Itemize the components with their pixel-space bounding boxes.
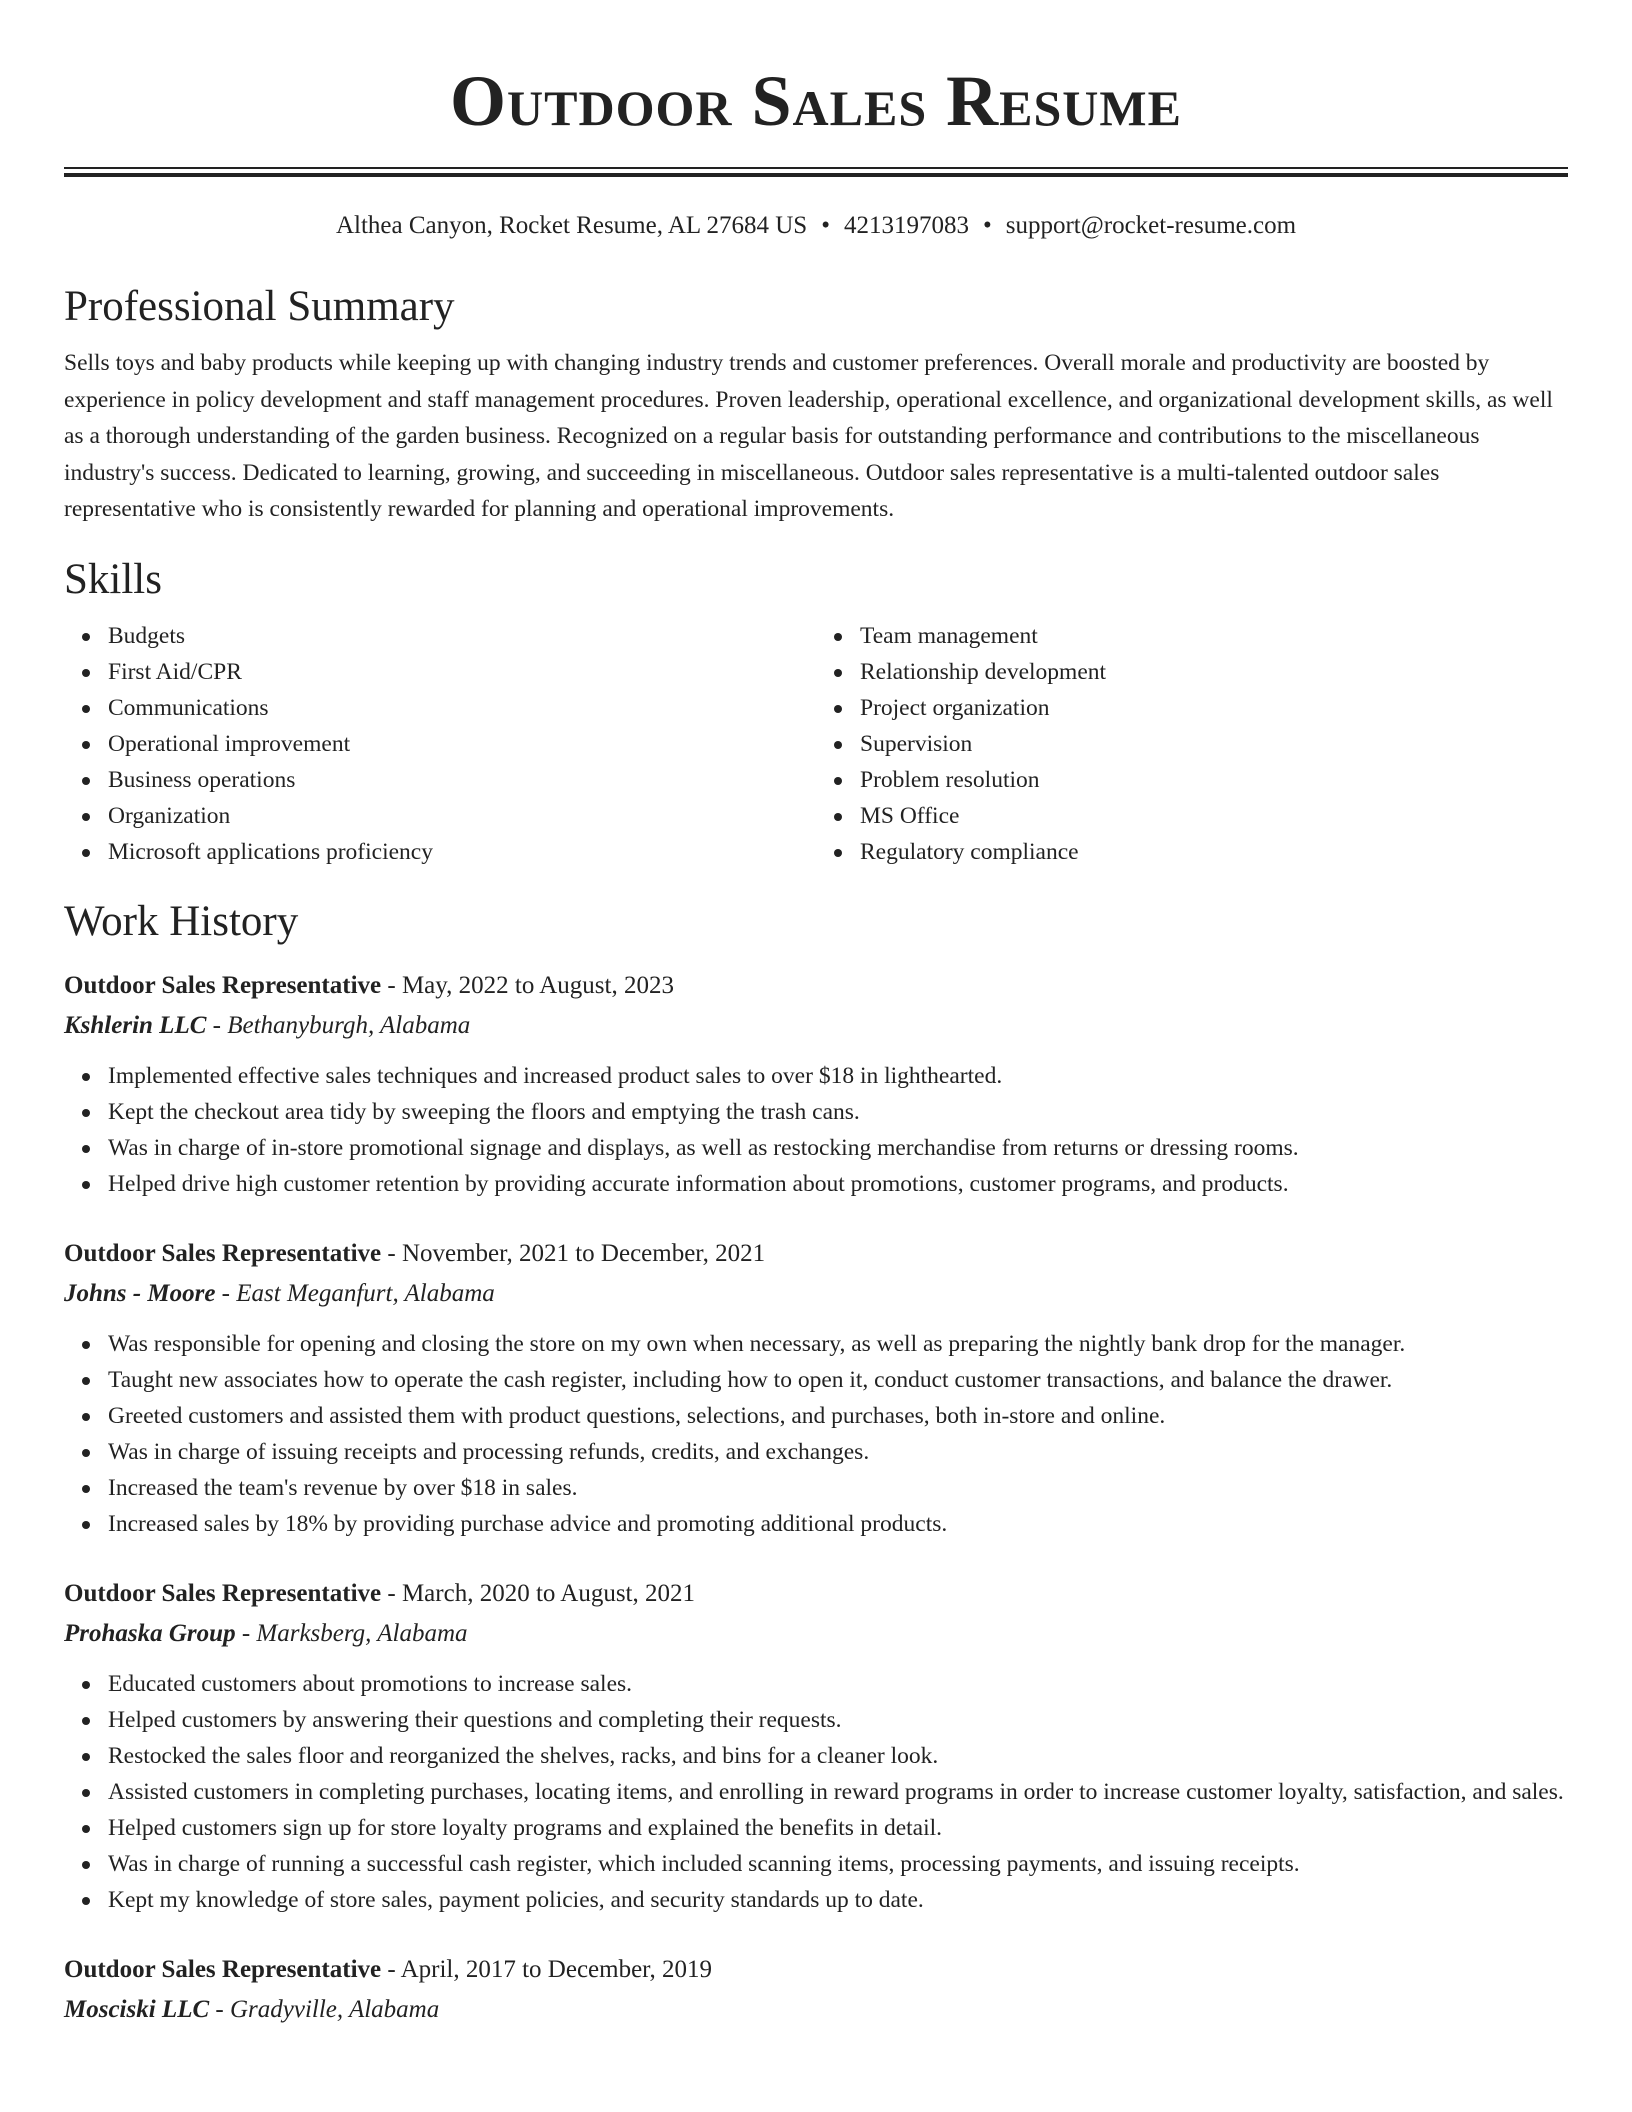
job-duties (64, 1326, 1568, 1542)
skill-item: First Aid/CPR (64, 654, 816, 690)
job-company: Kshlerin LLC (64, 1011, 207, 1039)
contact-separator: • (821, 212, 830, 239)
job-dates: - November, 2021 to December, 2021 (381, 1239, 766, 1267)
job-entry (64, 1574, 1568, 1918)
skill-item: Budgets (64, 618, 816, 654)
job-role: Outdoor Sales Representative (64, 1579, 382, 1607)
job-company: Johns - Moore (64, 1279, 216, 1307)
skill-item: Operational improvement (64, 726, 816, 762)
job-title-line (64, 1950, 1568, 1990)
skill-item: Supervision (816, 726, 1568, 762)
job-title-line (64, 966, 1568, 1006)
job-duty-item: Helped drive high customer retention by providing accurate information about promotions, customer programs, and products. (64, 1166, 1568, 1202)
job-company-line (64, 1274, 1568, 1314)
contact-line (64, 211, 1568, 241)
skill-item: Microsoft applications proficiency (64, 834, 816, 870)
resume-title: Outdoor Sales Resume (450, 61, 1182, 141)
job-duty-item: Implemented effective sales techniques and increased product sales to over $18 in lighthearted. (64, 1058, 1568, 1094)
job-location: - Bethanyburgh, Alabama (206, 1011, 471, 1039)
job-role: Outdoor Sales Representative (64, 1239, 382, 1267)
skill-item: Regulatory compliance (816, 834, 1568, 870)
job-company: Mosciski LLC (64, 1995, 210, 2023)
job-duty-item: Was in charge of in-store promotional signage and displays, as well as restocking merchandise from returns or dressing rooms. (64, 1130, 1568, 1166)
job-entry (64, 1950, 1568, 2030)
job-location: - Marksberg, Alabama (235, 1619, 468, 1647)
skill-item: Relationship development (816, 654, 1568, 690)
contact-phone: 4213197083 (843, 212, 969, 239)
job-title-line (64, 1234, 1568, 1274)
job-title-line (64, 1574, 1568, 1614)
job-company-line (64, 1990, 1568, 2030)
skill-item: Project organization (816, 690, 1568, 726)
job-role: Outdoor Sales Representative (64, 971, 382, 999)
contact-separator: • (982, 212, 992, 239)
job-dates: - April, 2017 to December, 2019 (381, 1955, 712, 1983)
skill-item: Business operations (64, 762, 816, 798)
job-duty-item: Assisted customers in completing purchases, locating items, and enrolling in reward programs in order to increase customer loyalty, satisfaction, and sales. (64, 1774, 1568, 1810)
skills-list (64, 618, 1568, 870)
job-dates: - March, 2020 to August, 2021 (381, 1579, 695, 1607)
job-role: Outdoor Sales Representative (64, 1955, 382, 1983)
summary-text: Sells toys and baby products while keeping up with changing industry trends and customer preferences. Overall morale and productivity are boosted by experience in policy development and staff management procedures. Proven leadership, operational excellence, and organizational development skills, as well as a thorough understanding of the garden business. Recognized on a regular basis for outstanding performance and contributions to the miscellaneous industry's success. Dedicated to learning, growing, and succeeding in miscellaneous. Outdoor sales representative is a multi-talented outdoor sales representative who is consistently rewarded for planning and operational improvements. (64, 350, 1553, 522)
skill-item: Problem resolution (816, 762, 1568, 798)
job-location: - East Meganfurt, Alabama (215, 1279, 495, 1307)
job-duty-item: Greeted customers and assisted them with product questions, selections, and purchases, both in-store and online. (64, 1398, 1568, 1434)
job-duty-item: Helped customers sign up for store loyalty programs and explained the benefits in detail. (64, 1810, 1568, 1846)
job-location: - Gradyville, Alabama (209, 1995, 440, 2023)
job-entry (64, 1234, 1568, 1542)
job-dates: - May, 2022 to August, 2023 (381, 971, 674, 999)
title-divider (64, 167, 1568, 177)
contact-address: Althea Canyon, Rocket Resume, AL 27684 US (335, 212, 808, 239)
job-duty-item: Taught new associates how to operate the cash register, including how to open it, conduct customer transactions, and balance the drawer. (64, 1362, 1568, 1398)
skills-heading: Skills (64, 555, 162, 603)
work-history-heading: Work History (64, 897, 299, 945)
skill-item: Team management (816, 618, 1568, 654)
job-company-line (64, 1006, 1568, 1046)
job-duty-item: Helped customers by answering their questions and completing their requests. (64, 1702, 1568, 1738)
job-duty-item: Was in charge of running a successful cash register, which included scanning items, processing payments, and issuing receipts. (64, 1846, 1568, 1882)
skills-column-right (816, 618, 1568, 870)
job-company: Prohaska Group (64, 1619, 236, 1647)
job-duty-item: Kept the checkout area tidy by sweeping the floors and emptying the trash cans. (64, 1094, 1568, 1130)
job-duty-item: Increased the team's revenue by over $18 in sales. (64, 1470, 1568, 1506)
job-duty-item: Increased sales by 18% by providing purchase advice and promoting additional products. (64, 1506, 1568, 1542)
summary-heading: Professional Summary (64, 283, 455, 330)
skill-item: Organization (64, 798, 816, 834)
job-duty-item: Educated customers about promotions to increase sales. (64, 1666, 1568, 1702)
job-duties (64, 1666, 1568, 1918)
skill-item: MS Office (816, 798, 1568, 834)
job-duty-item: Restocked the sales floor and reorganized the shelves, racks, and bins for a cleaner look. (64, 1738, 1568, 1774)
job-duty-item: Was responsible for opening and closing the store on my own when necessary, as well as preparing the nightly bank drop for the manager. (64, 1326, 1568, 1362)
contact-email: support@rocket-resume.com (1005, 212, 1297, 239)
job-company-line (64, 1614, 1568, 1654)
job-duty-item: Kept my knowledge of store sales, payment policies, and security standards up to date. (64, 1882, 1568, 1918)
skills-column-left (64, 618, 816, 870)
job-duties (64, 1058, 1568, 1202)
job-entry (64, 966, 1568, 1202)
skill-item: Communications (64, 690, 816, 726)
job-duty-item: Was in charge of issuing receipts and processing refunds, credits, and exchanges. (64, 1434, 1568, 1470)
